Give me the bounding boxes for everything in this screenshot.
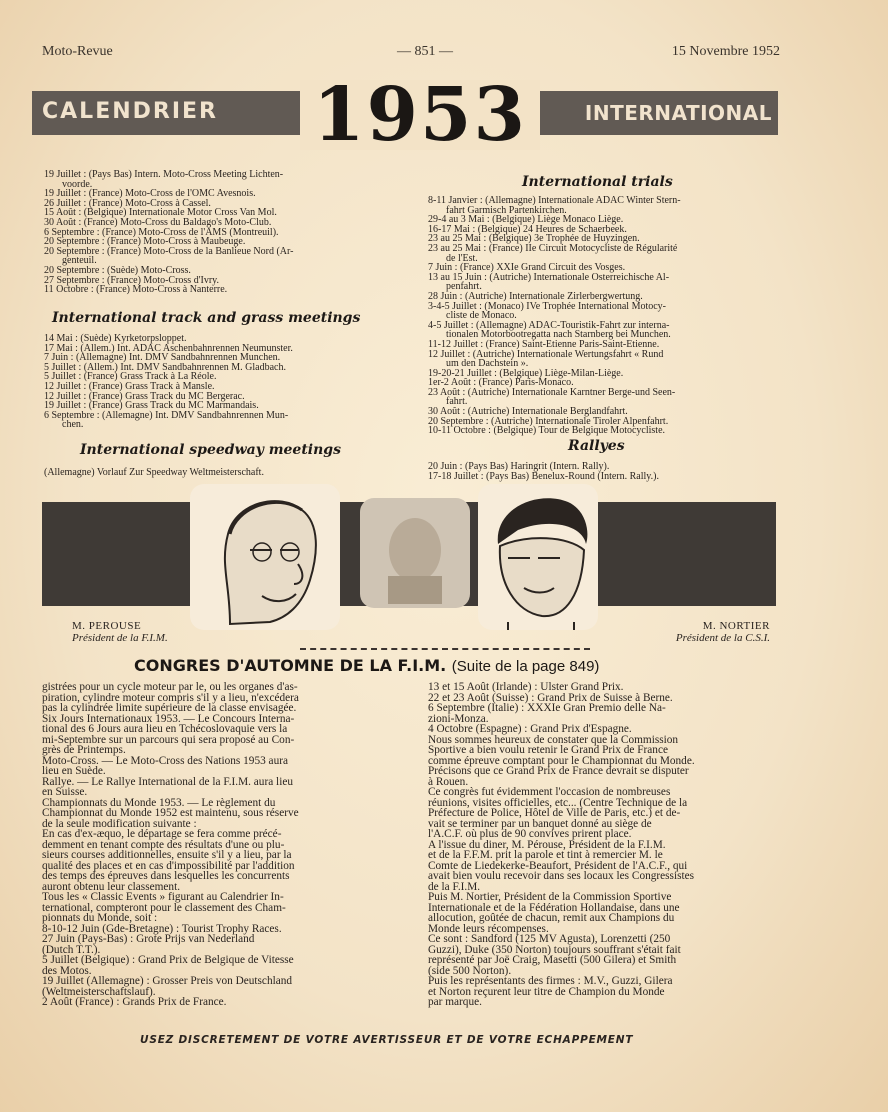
calendar-entry: 16-17 Mai : (Belgique) 24 Heures de Schaerbeek.	[428, 223, 627, 235]
calendar-entry: (Allemagne) Vorlauf Zur Speedway Weltmeisterschaft.	[44, 467, 264, 478]
perouse-caricature-icon	[190, 484, 340, 630]
article-line: En cas d'ex-æquo, le départage se fera comme précé-	[42, 828, 282, 840]
article-line: A l'issue du diner, M. Pérouse, Président de la F.I.M.	[428, 838, 666, 851]
speedway-list	[44, 468, 389, 478]
calendar-entry: 14 Mai : (Suède) Kyrketorpsloppet.	[44, 333, 187, 344]
caption-left-name: M. PEROUSE	[72, 620, 142, 632]
article-line: Monde leurs récompenses.	[428, 922, 549, 935]
article-line: 4 Octobre (Espagne) : Grand Prix d'Espagne.	[428, 723, 632, 735]
article-line: Rallye. — Le Rallye International de la F.I.M. aura lieu	[42, 775, 293, 788]
calendar-entry: 19 Juillet : (Pays Bas) Intern. Moto-Cross Meeting Lichten-	[44, 169, 284, 180]
article-line: 22 et 23 Août (Suisse) : Grand Prix de Suisse à Berne.	[428, 691, 673, 704]
article-line: pas la cylindrée limite supérieure de la classe envisagée.	[42, 702, 297, 714]
caption-left-title: Président de la F.I.M.	[72, 632, 168, 644]
article-line: qualité des places et en cas d'impossibilité par l'addition	[42, 859, 295, 872]
article-line: et Norton reçurent leur titre de Champion du Monde	[428, 985, 665, 998]
issue-date: 15 Novembre 1952	[671, 44, 780, 59]
calendar-entry: 1er-2 Août : (France) Paris-Monaco.	[428, 377, 574, 389]
article-line: 27 Juin (Pays-Bas) : Grote Prijs van Nederland	[42, 933, 255, 945]
article-line: allocution, goûtée de chacun, remit aux Champions du	[428, 912, 675, 924]
calendar-entry: 8-11 Janvier : (Allemagne) Internationale ADAC Winter Stern-	[428, 195, 681, 206]
calendar-entry: 11-12 Juillet : (France) Saint-Etienne Paris-Saint-Etienne.	[428, 338, 660, 350]
article-line: (Weltmeisterschaftslauf).	[42, 985, 156, 998]
banner-right-text: INTERNATIONAL	[584, 101, 772, 125]
article-line: (side 500 Norton).	[428, 964, 512, 977]
article-line: auront obtenu leur classement.	[42, 880, 181, 893]
banner-year: 1953	[300, 80, 540, 150]
calendar-entry: 20 Septembre : (France) Moto-Cross à Maubeuge.	[44, 236, 246, 248]
calendar-entry: 20 Septembre : (France) Moto-Cross de la Banlieue Nord (Ar-	[44, 245, 294, 257]
calendar-entry: 5 Juillet : (Allem.) Int. DMV Sandbahnrennen M. Gladbach.	[44, 361, 286, 373]
article-line: des temps des épreuves dans lesquelles les concurrents	[42, 870, 290, 882]
calendar-entry: 12 Juillet : (Autriche) Internationale Wertungsfahrt « Rund	[428, 348, 664, 360]
calendar-entry: 23 au 25 Mai : (France) IIe Circuit Motocycliste de Régularité	[428, 242, 678, 254]
calendar-entry: genteuil.	[62, 255, 97, 267]
article-line: représenté par Joë Craig, Masetti (500 Gilera) et Smith	[428, 954, 677, 966]
article-line: 5 Juillet (Belgique) : Grand Prix de Belgique de Vitesse	[42, 954, 294, 966]
calendar-entry: 3-4-5 Juillet : (Monaco) IVe Trophée International Motocy-	[428, 300, 667, 312]
article-line: Ce congrès fut évidemment l'occasion de nombreuses	[428, 786, 671, 798]
article-line: Puis M. Nortier, Président de la Commission Sportive	[428, 891, 672, 903]
calendar-entry: cliste de Monaco.	[446, 310, 517, 322]
article-line: de la seule modification suivante :	[42, 817, 197, 830]
article-line: 8-10-12 Juin (Gde-Bretagne) : Tourist Trophy Races.	[42, 922, 282, 935]
article-line: tional des 6 Jours aura lieu en Tchécoslovaquie vers la	[42, 723, 288, 735]
article-line: piration, cylindre moteur compris s'il y a lieu, n'excédera	[42, 691, 299, 704]
speedway-section-heading: International speedway meetings	[80, 442, 341, 458]
rallyes-list	[428, 462, 778, 481]
calendar-entry: penfahrt.	[446, 281, 482, 293]
right-calendar-column	[428, 196, 778, 436]
calendar-entry: 23 Août : (Autriche) Internationale Karntner Berge-und Seen-	[428, 386, 676, 398]
magazine-name: Moto-Revue	[42, 44, 113, 59]
article-line: mi-Septembre sur un parcours qui sera proposé au Con-	[42, 733, 295, 746]
caption-right	[630, 620, 770, 644]
article-line: gistrées pour un cycle moteur par le, ou les organes d'as-	[42, 681, 298, 693]
article-line: 2 Août (France) : Grands Prix de France.	[42, 996, 227, 1008]
dotted-divider	[300, 648, 590, 654]
article-line: 6 Septembre (Italie) : XXXIe Gran Premio delle Na-	[428, 702, 666, 714]
calendar-entry: 12 Juillet : (France) Grass Track du MC Bergerac.	[44, 390, 245, 402]
trials-section-heading: International trials	[522, 174, 673, 190]
center-portrait-icon	[370, 506, 460, 604]
calendar-entry: tionalen Motorbootregatta nach Starnberg bei Munchen.	[446, 329, 671, 341]
calendar-entry: 6 Septembre : (Allemagne) Int. DMV Sandbahnrennen Mun-	[44, 409, 289, 421]
rallyes-section-heading: Rallyes	[568, 438, 625, 454]
calendar-entry: 20 Septembre : (Autriche) Internationale Tiroler Alpenfahrt.	[428, 415, 669, 427]
article-line: en Suisse.	[42, 786, 88, 798]
calendar-entry: 15 Août : (Belgique) Internationale Motor Cross Van Mol.	[44, 207, 277, 219]
article-line: Moto-Cross. — Le Moto-Cross des Nations 1953 aura	[42, 754, 288, 767]
calendar-entry: 27 Septembre : (France) Moto-Cross d'Ivry.	[44, 274, 220, 286]
article-line: sieurs courses additionnelles, ensuite s'il y a lieu, par la	[42, 849, 292, 861]
article-line: Sportive a bien voulu retenir le Grand Prix de France	[428, 744, 668, 756]
congres-heading	[134, 656, 599, 675]
calendar-entry: 6 Septembre : (France) Moto-Cross de l'AMS (Montreuil).	[44, 226, 279, 238]
calendar-entry: voorde.	[62, 178, 93, 190]
motocross-list	[44, 170, 389, 295]
article-line: à Rouen.	[428, 775, 469, 788]
article-line: 13 et 15 Août (Irlande) : Ulster Grand Prix.	[428, 681, 624, 693]
article-line: zioni-Monza.	[428, 712, 489, 725]
calendar-entry: 13 au 15 Juin : (Autriche) Internationale Osterreichische Al-	[428, 271, 670, 283]
banner-left-text: CALENDRIER	[42, 99, 218, 124]
article-line: vait se terminer par un banquet donné au siège de	[428, 817, 652, 830]
article-line: comme épreuve comptant pour le Championnat du Monde.	[428, 754, 695, 767]
calendar-entry: 19 Juillet : (France) Grass Track du MC Marmandais.	[44, 400, 259, 412]
calendar-entry: 20 Juin : (Pays Bas) Haringrit (Intern. Rally).	[428, 461, 610, 472]
article-line: Puis les représentants des firmes : M.V., Guzzi, Gilera	[428, 975, 673, 987]
calendar-entry: 17-18 Juillet : (Pays Bas) Benelux-Round (Intern. Rally.).	[428, 470, 659, 482]
calendar-entry: 26 Juillet : (France) Moto-Cross à Cassel.	[44, 197, 211, 209]
calendar-entry: 30 Août : (Autriche) Internationale Berglandfahrt.	[428, 406, 628, 418]
calendar-entry: 19-20-21 Juillet : (Belgique) Liège-Milan-Liège.	[428, 367, 624, 379]
caption-left	[72, 620, 168, 644]
caption-right-title: Président de la C.S.I.	[675, 632, 770, 644]
article-line: avait bien voulu recevoir dans ses locaux les Congressistes	[428, 870, 695, 882]
article-line: Guzzi), Duke (350 Norton) toujours souffrant s'était fait	[428, 943, 681, 956]
article-line: demment en tenant compte des résultats d'une ou plu-	[42, 838, 285, 851]
article-line: 19 Juillet (Allemagne) : Grosser Preis von Deutschland	[42, 975, 293, 987]
article-line: grès de Printemps.	[42, 744, 126, 756]
calendar-entry: chen.	[62, 419, 84, 431]
article-line: lieu en Suède.	[42, 765, 106, 777]
left-calendar-column	[44, 170, 389, 295]
calendar-entry: 7 Juin : (France) XXIe Grand Circuit des Vosges.	[428, 262, 626, 274]
calendar-entry: 10-11 Octobre : (Belgique) Tour de Belgique Motocycliste.	[428, 425, 666, 437]
article-line: Ce sont : Sandford (125 MV Agusta), Lorenzetti (250	[428, 933, 671, 945]
calendar-entry: 5 Juillet : (France) Grass Track à La Réole.	[44, 371, 217, 383]
article-line: Tous les « Classic Events » figurant au Calendrier In-	[42, 891, 284, 903]
calendar-entry: 20 Septembre : (Suède) Moto-Cross.	[44, 264, 191, 276]
calendar-entry: 7 Juin : (Allemagne) Int. DMV Sandbahnrennen Munchen.	[44, 352, 281, 364]
calendar-entry: um den Dachstein ».	[446, 358, 529, 370]
page-header	[42, 44, 780, 62]
calendar-entry: 11 Octobre : (France) Moto-Cross à Nanterre.	[44, 284, 228, 296]
article-line: Championnat du Monde 1952 est maintenu, sous réserve	[42, 807, 299, 819]
article-line: Internationale et de la Fédération Hollandaise, dans une	[428, 901, 680, 914]
calendar-entry: fahrt.	[446, 396, 468, 408]
calendar-entry: fahrt Garmisch Partenkirchen.	[446, 204, 567, 216]
caption-right-name: M. NORTIER	[702, 620, 770, 632]
article-line: pionnats du Monde, soit :	[42, 912, 158, 924]
congres-subtitle: (Suite de la page 849)	[451, 658, 600, 675]
speedway-column	[44, 468, 389, 478]
calendar-entry: 12 Juillet : (France) Grass Track à Mansle.	[44, 380, 215, 392]
page-number: — 851 —	[397, 44, 453, 59]
article-left-column	[42, 682, 394, 1008]
article-line: Six Jours Internationaux 1953. — Le Concours Interna-	[42, 712, 295, 725]
calendar-entry: de l'Est.	[446, 252, 478, 264]
article-line: et de la F.F.M. prit la parole et tint à remercier M. le	[428, 849, 663, 861]
article-line: Préfecture de Police, Hôtel de Ville de Paris, etc.) et de-	[428, 807, 681, 819]
track-section-heading: International track and grass meetings	[52, 310, 361, 326]
footer-slogan: USEZ DISCRETEMENT DE VOTRE AVERTISSEUR ET DE VOTRE ECHAPPEMENT	[140, 1034, 634, 1046]
article-line: réunions, visites officielles, etc... (Centre Technique de la	[428, 796, 688, 809]
article-line: Comte de Liedekerke-Beaufort, Président de l'A.C.F., qui	[428, 859, 688, 872]
calendar-entry: 29-4 au 3 Mai : (Belgique) Liège Monaco Liège.	[428, 214, 624, 226]
congres-title: CONGRES D'AUTOMNE DE LA F.I.M.	[134, 656, 447, 675]
calendar-entry: 28 Juin : (Autriche) Internationale Zirlerbergwertung.	[428, 290, 643, 302]
article-line: Championnats du Monde 1953. — Le règlement du	[42, 796, 276, 809]
calendar-entry: 4-5 Juillet : (Allemagne) ADAC-Touristik-Fahrt zur interna-	[428, 319, 670, 331]
calendar-entry: 23 au 25 Mai : (Belgique) 3e Trophée de Huyzingen.	[428, 233, 640, 245]
trials-list	[428, 196, 778, 436]
article-line: (Dutch T.T.).	[42, 943, 101, 956]
calendar-entry: 19 Juillet : (France) Moto-Cross de l'OMC Avesnois.	[44, 188, 256, 200]
article-line: des Motos.	[42, 964, 92, 977]
calendar-entry: 30 Août : (France) Moto-Cross du Baldago's Moto-Club.	[44, 216, 272, 228]
nortier-caricature-icon	[478, 484, 598, 630]
article-line: l'A.C.F. où plus de 90 convives prirent place.	[428, 828, 632, 840]
article-line: Nous sommes heureux de constater que la Commission	[428, 733, 679, 746]
article-line: de la F.I.M.	[428, 880, 481, 893]
calendar-entry: 17 Mai : (Allem.) Int. ADAC Aschenbahnrennen Neumunster.	[44, 342, 293, 354]
track-column	[44, 334, 389, 430]
rallyes-column	[428, 462, 778, 481]
track-list	[44, 334, 389, 430]
article-right-column	[428, 682, 780, 1008]
article-line: Précisons que ce Grand Prix de France devrait se disputer	[428, 765, 689, 777]
article-line: par marque.	[428, 996, 482, 1008]
article-line: ternational, compteront pour le classement des Cham-	[42, 901, 286, 914]
